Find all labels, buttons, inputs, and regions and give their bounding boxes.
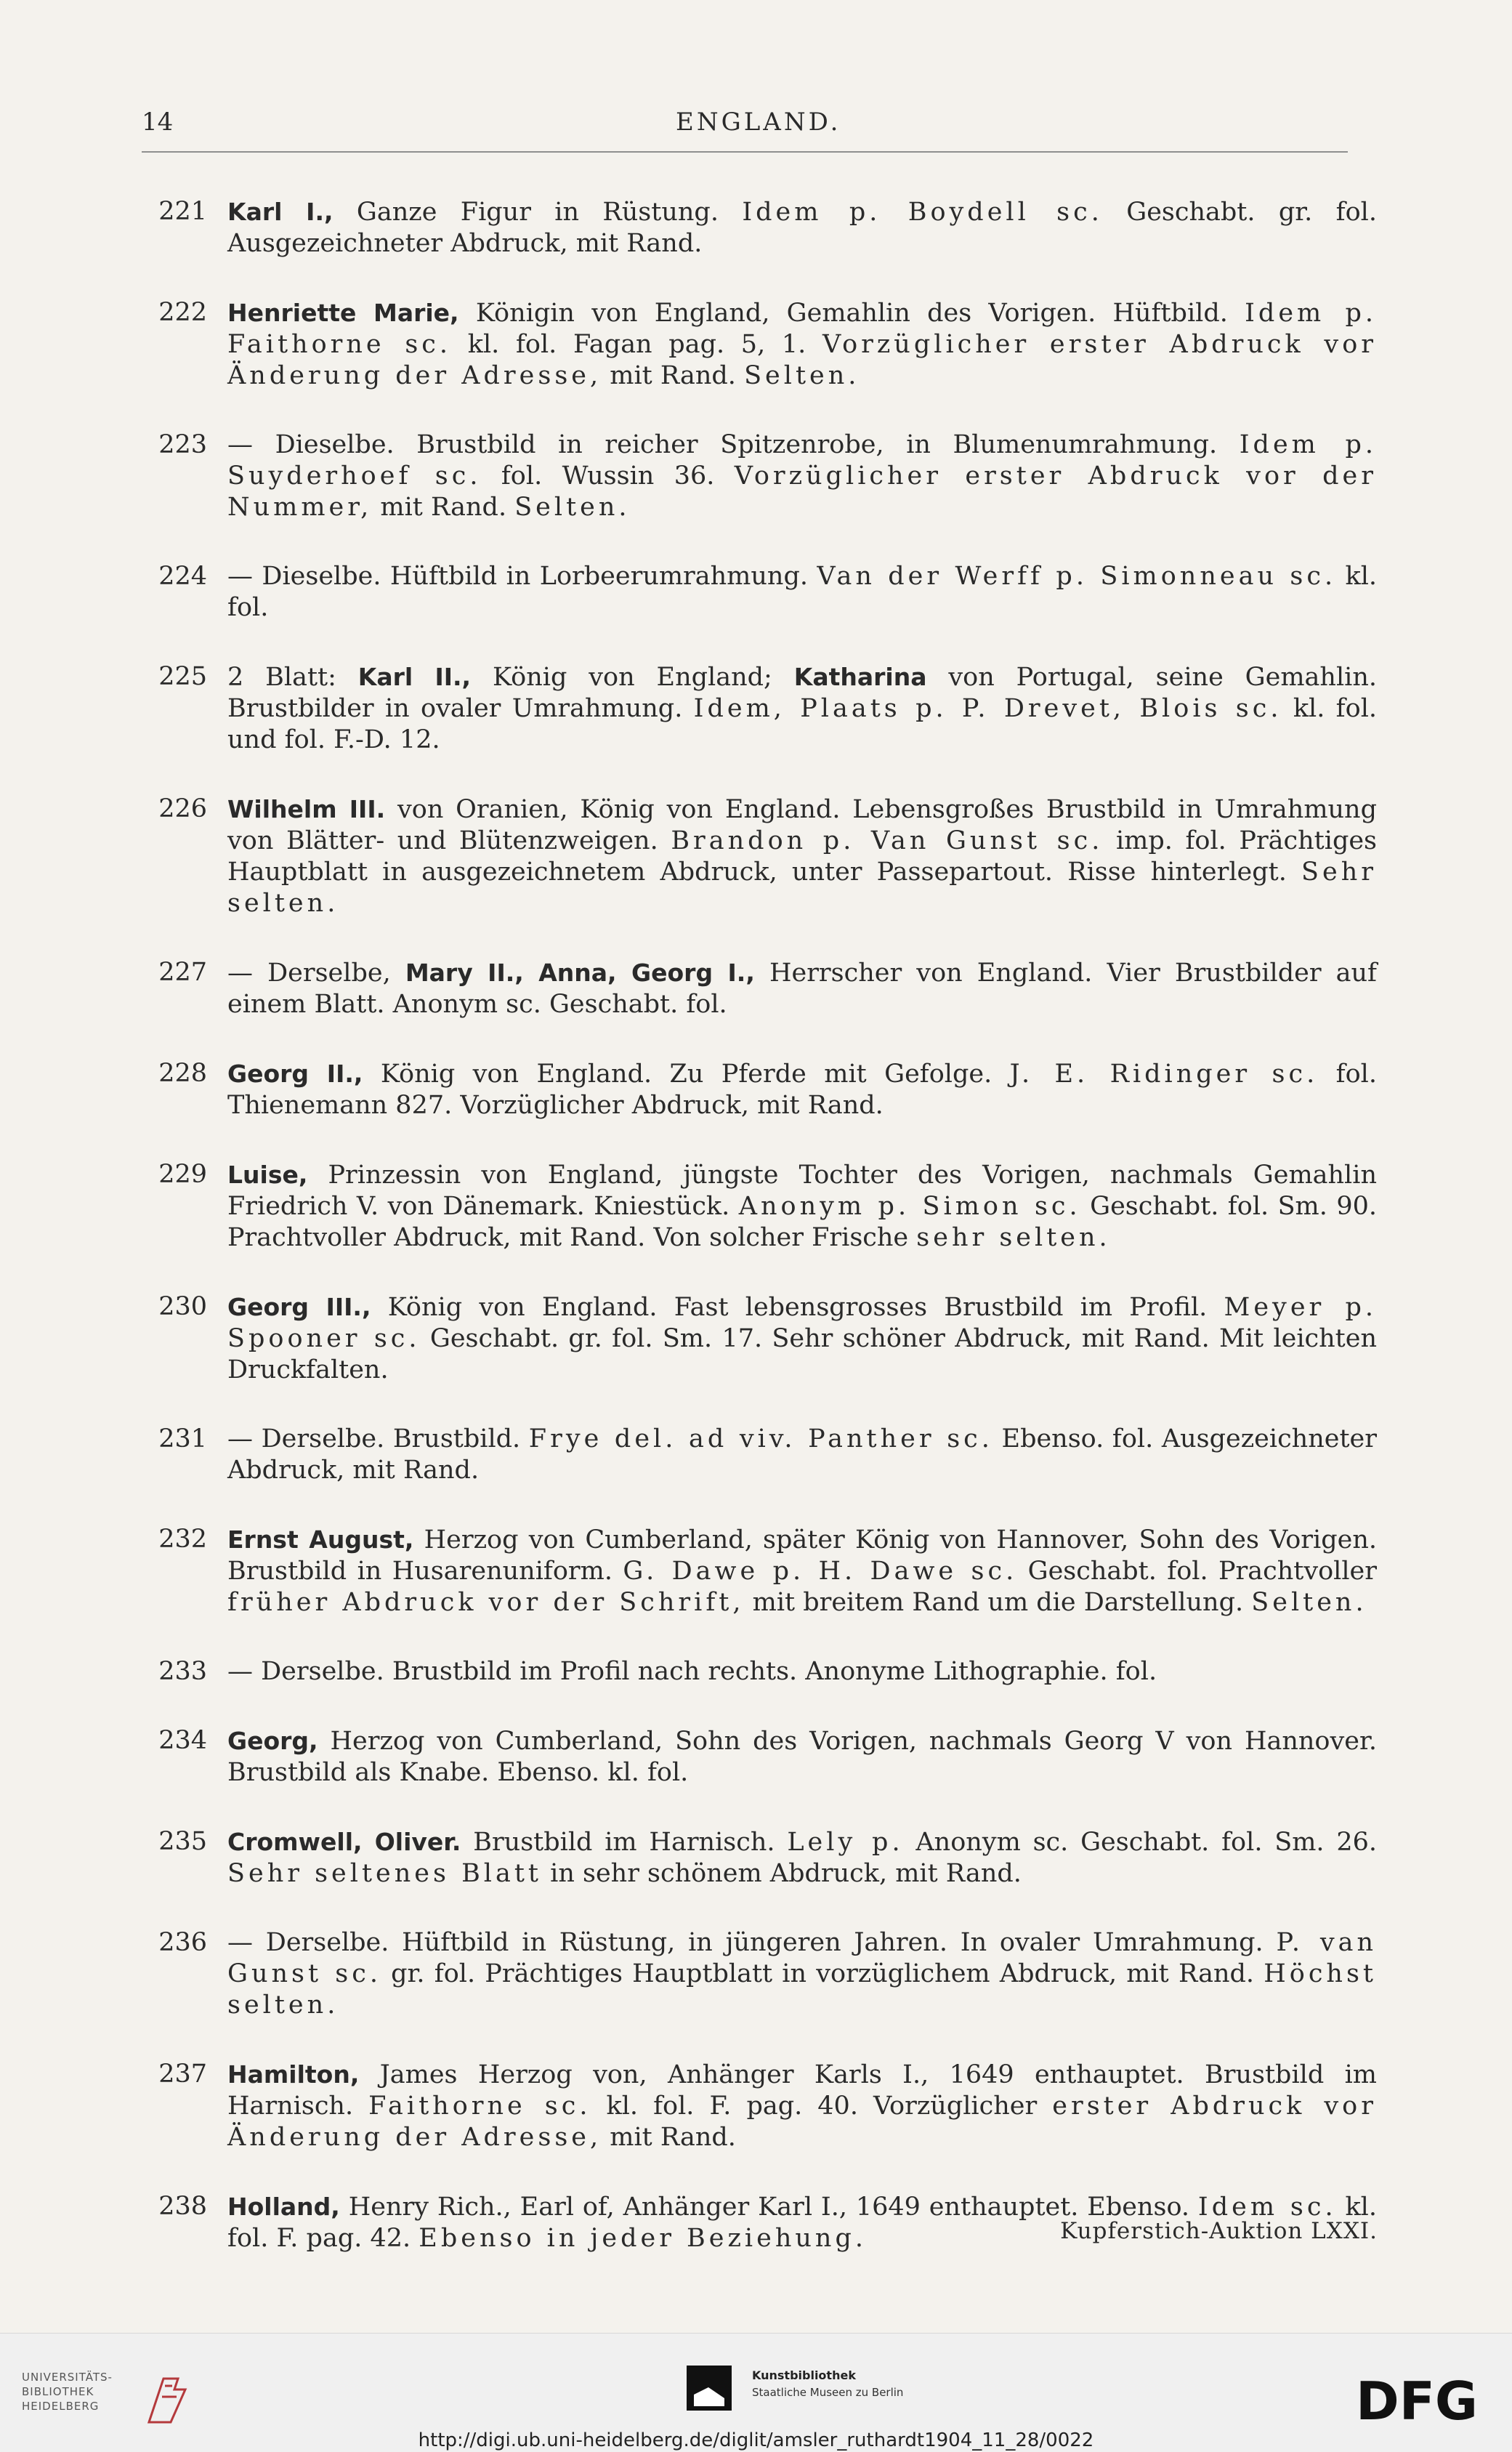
entry-text [227,1524,1377,1618]
entry-number: 235 [158,1827,207,1856]
entry-number: 223 [158,430,207,459]
entry-spaced-text: Idem sc. [1197,2193,1337,2222]
university-library-name: UNIVERSITÄTS- BIBLIOTHEK HEIDELBERG [22,2371,113,2413]
dfg-logo[interactable] [1344,2370,1489,2428]
entry-text-segment: Geschabt. fol. Prachtvoller [1017,1557,1378,1586]
entry-number: 233 [158,1657,207,1686]
catalog-entry [142,1291,1377,1386]
entry-spaced-text: Vorzüglicher erster Abdruck vor Änderung der Adresse, [227,330,1377,390]
entry-text [227,1656,1377,1687]
entry-text-segment: von Portugal, seine Gemahlin. Brustbilder in ovaler Umrahmung. [227,663,1378,723]
entry-text [227,794,1377,919]
entry-text [227,1159,1377,1254]
source-url[interactable]: http://digi.ub.uni-heidelberg.de/diglit/amsler_ruthardt1904_11_28/0022 [418,2429,1094,2451]
university-library-logo[interactable] [22,2370,211,2435]
entry-subject-name: Holland, [227,2193,340,2221]
entry-text-segment: kl. fol. und fol. F.-D. 12. [227,694,1378,754]
entry-text-segment: James Herzog von, Anhänger Karls I., 1649 enthauptet. Brustbild im Harnisch. [227,2060,1377,2121]
entry-text [227,1826,1377,1890]
catalog-entry [142,1424,1377,1486]
entry-number: 236 [158,1928,207,1957]
entry-spaced-text: früher Abdruck vor der Schrift, [227,1588,745,1617]
entry-number: 224 [158,562,207,591]
catalog-footer-note: Kupferstich-Auktion LXXI. [1060,2218,1378,2244]
entry-spaced-text: Brandon p. Van Gunst sc. [671,826,1104,855]
entry-text [227,297,1377,392]
entry-spaced-text: Lely p. [787,1828,904,1857]
entry-text-segment: Prinzessin von England, jüngste Tochter des Vorigen, nachmals Gemahlin Friedrich V. von Dänemark. Kniestück. [227,1161,1377,1221]
entry-text-segment: Geschabt. fol. Sm. 90. Prachtvoller Abdruck, mit Rand. Von solcher Frische [227,1192,1377,1252]
entry-text-segment: kl. fol. F. pag. 40. Vorzüglicher [591,2092,1053,2121]
entry-text-segment: mit Rand. [602,361,745,390]
entry-number: 221 [158,197,207,226]
entry-number: 227 [158,958,207,987]
entry-number: 237 [158,2060,207,2089]
catalog-entry [142,297,1377,392]
entry-spaced-text: Idem p. Boydell sc. [742,198,1103,227]
entry-spaced-text: P. van Gunst sc. [227,1928,1378,1988]
catalog-entry [142,794,1377,919]
entry-text-segment: mit breitem Rand um die Darstellung. [744,1588,1252,1617]
entry-spaced-text: Idem p. Faithorne sc. [227,299,1377,359]
entry-spaced-text: Selten. [1251,1588,1367,1617]
entry-subject-name: Henriette Marie, [227,299,459,327]
entry-subject-name: Ernst August, [227,1525,414,1554]
entry-spaced-text: Selten. [514,493,631,522]
entry-spaced-text: sehr selten. [916,1223,1111,1252]
entry-text-segment: — Derselbe. Hüftbild in Rüstung, in jüngeren Jahren. In ovaler Umrahmung. [227,1928,1277,1957]
entry-text-segment: fol. Thienemann 827. Vorzüglicher Abdruck, mit Rand. [227,1060,1377,1120]
entry-subject-name: Hamilton, [227,2060,360,2089]
entry-text-segment: imp. fol. Prächtiges Hauptblatt in ausgezeichnetem Abdruck, unter Passepartout. Risse hinterlegt. [227,826,1378,887]
catalog-entry [142,196,1377,259]
entry-text-segment: Brustbild im Harnisch. [461,1828,788,1857]
kunstbibliothek-icon [687,2366,732,2411]
catalog-entry [142,1656,1377,1687]
entry-text [227,957,1377,1020]
entry-spaced-text: Idem p. Suyderhoef sc. [227,430,1377,491]
entry-number: 238 [158,2192,207,2221]
entry-text-segment: — Dieselbe. Brustbild in reicher Spitzenrobe, in Blumenumrahmung. [227,430,1240,459]
entry-spaced-text: Selten. [744,361,860,390]
entry-number: 229 [158,1160,207,1189]
entry-spaced-text: Meyer p. Spooner sc. [227,1293,1377,1353]
entry-text-segment: mit Rand. [372,493,515,522]
entry-spaced-text: J. E. Ridinger sc. [1009,1060,1319,1089]
entry-text-segment: Henry Rich., Earl of, Anhänger Karl I., 1649 enthauptet. Ebenso. [339,2193,1198,2222]
entry-spaced-text: Höchst selten. [227,1959,1377,2020]
entry-number: 225 [158,662,207,691]
entry-number: 234 [158,1726,207,1755]
entry-number: 232 [158,1525,207,1554]
entry-text-segment: König von England; [471,663,794,692]
catalog-entry [142,1927,1377,2021]
entry-spaced-text: Ebenso in jeder Beziehung. [419,2224,867,2253]
entry-subject-name: Karl II., [357,663,472,691]
catalog-entry [142,1725,1377,1788]
kunstbibliothek-logo[interactable] [687,2361,934,2419]
entry-number: 230 [158,1292,207,1321]
entry-spaced-text: Vorzüglicher erster Abdruck vor der Nummer, [227,461,1377,522]
entry-text-segment: — Derselbe. Brustbild. [227,1424,529,1453]
entry-subject-name: Georg III., [227,1293,371,1321]
entry-text-segment: Geschabt. gr. fol. Ausgezeichneter Abdruck, mit Rand. [227,198,1377,258]
entry-text-segment: Herrscher von England. Vier Brustbilder auf einem Blatt. Anonym sc. Geschabt. fol. [227,959,1377,1019]
entry-spaced-text: erster Abdruck vor Änderung der Adresse, [227,2092,1377,2152]
entry-text-segment: kl. fol. [227,562,1378,622]
entry-spaced-text: Faithorne sc. [368,2092,591,2121]
entry-text-segment: Königin von England, Gemahlin des Vorigen. Hüftbild. [458,299,1245,328]
entry-text-segment: König von England. Zu Pferde mit Gefolge. [363,1060,1010,1089]
entry-text-segment: — Derselbe, [227,959,405,988]
entry-subject-name: Wilhelm III. [227,795,386,823]
entry-text-segment: kl. fol. F. pag. 42. [227,2193,1377,2253]
entry-subject-name: Karl I., [227,198,333,226]
entry-text [227,1424,1377,1486]
entry-text-segment: Ganze Figur in Rüstung. [333,198,743,227]
entry-subject-name: Katharina [793,663,927,691]
entry-text [227,561,1377,624]
entry-spaced-text: G. Dawe p. H. Dawe sc. [623,1557,1018,1586]
catalog-entry [142,429,1377,523]
entry-text [227,429,1377,523]
entry-text [227,1725,1377,1788]
entry-spaced-text: Frye del. ad viv. Panther sc. [528,1424,993,1453]
entry-text [227,1058,1377,1121]
entry-text [227,1927,1377,2021]
entry-text-segment: Ebenso. fol. Ausgezeichneter Abdruck, mit Rand. [227,1424,1377,1485]
catalog-entry [142,561,1377,624]
catalog-entry [142,957,1377,1020]
entry-subject-name: Cromwell, Oliver. [227,1828,461,1856]
catalog-entry [142,1159,1377,1254]
entry-spaced-text: Sehr selten. [227,858,1377,918]
entry-subject-name: Luise, [227,1161,308,1189]
catalog-entry [142,661,1377,756]
dfg-label: DFG [1355,2371,1479,2428]
entry-text-segment: mit Rand. [602,2123,736,2152]
catalog-entries [142,196,1377,2292]
entry-text-segment: fol. Wussin 36. [481,461,735,491]
entry-number: 226 [158,794,207,823]
running-head: ENGLAND. [676,108,841,137]
entry-number: 228 [158,1059,207,1088]
entry-text-segment: Anonym sc. Geschabt. fol. Sm. 26. [903,1828,1378,1857]
entry-text-segment: kl. fol. Fagan pag. 5, 1. [451,330,822,359]
digitization-footer [0,2333,1512,2452]
entry-text-segment: — Dieselbe. Hüftbild in Lorbeerumrahmung. [227,562,817,591]
catalog-entry [142,1826,1377,1890]
entry-text-segment: von Oranien, König von England. Lebensgroßes Brustbild in Umrahmung von Blätter- und Blütenzweigen. [227,795,1377,855]
heidelberg-emblem-icon [142,2371,200,2429]
entry-text-segment: gr. fol. Prächtiges Hauptblatt in vorzüglichem Abdruck, mit Rand. [381,1959,1264,1988]
entry-spaced-text: Anonym p. Simon sc. [738,1192,1081,1221]
entry-spaced-text: Van der Werff p. Simonneau sc. [817,562,1337,591]
entry-text [227,196,1377,259]
entry-text [227,1291,1377,1386]
header-rule [142,151,1348,153]
museum-subtitle: Staatliche Museen zu Berlin [752,2386,904,2399]
entry-subject-name: Georg, [227,1727,318,1755]
entry-text-segment: Herzog von Cumberland, später König von Hannover, Sohn des Vorigen. Brustbild in Husarenuniform. [227,1525,1377,1586]
page-number: 14 [142,108,174,137]
catalog-entry [142,2059,1377,2153]
entry-text-segment: in sehr schönem Abdruck, mit Rand. [542,1859,1022,1888]
entry-text-segment: König von England. Fast lebensgrosses Brustbild im Profil. [371,1293,1224,1322]
entry-text [227,661,1377,756]
entry-number: 222 [158,298,207,327]
entry-subject-name: Mary II., Anna, Georg I., [405,959,755,987]
entry-text-segment: Geschabt. gr. fol. Sm. 17. Sehr schöner Abdruck, mit Rand. Mit leichten Druckfalten. [227,1324,1378,1384]
entry-spaced-text: Idem, Plaats p. P. Drevet, Blois sc. [693,694,1282,723]
entry-spaced-text: Sehr seltenes Blatt [227,1859,542,1888]
entry-number: 231 [158,1424,207,1453]
entry-subject-name: Georg II., [227,1060,363,1088]
catalog-entry [142,1524,1377,1618]
entry-text [227,2059,1377,2153]
page-header [142,108,1348,151]
entry-text-segment: — Derselbe. Brustbild im Profil nach rechts. Anonyme Lithographie. fol. [227,1657,1157,1686]
catalog-entry [142,1058,1377,1121]
entry-text-segment: Herzog von Cumberland, Sohn des Vorigen, nachmals Georg V von Hannover. Brustbild als Knabe. Ebenso. kl. fol. [227,1727,1377,1787]
museum-title: Kunstbibliothek [752,2368,856,2382]
entry-text-segment: 2 Blatt: [227,663,358,692]
